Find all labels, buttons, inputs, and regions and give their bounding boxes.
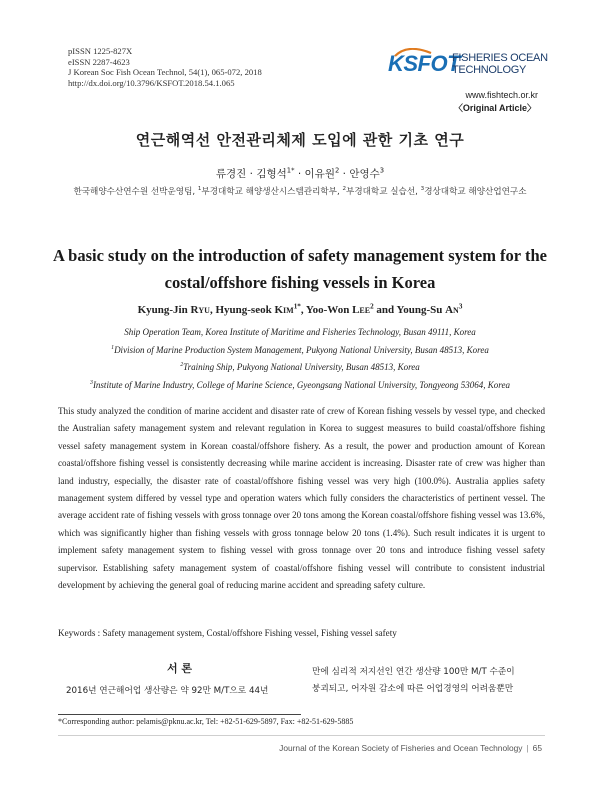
keywords: Keywords : Safety management system, Costal/offshore Fishing vessel, Fishing vessel safety bbox=[58, 628, 397, 638]
affiliation-line: Ship Operation Team, Korea Institute of Maritime and Fisheries Technology, Busan 49111, Korea bbox=[124, 327, 476, 337]
korean-authors: 류경진 · 김형석$^{1*}$ · 이유원$^2$ · 안영수$^3$ bbox=[215, 166, 385, 180]
korean-affiliations: 한국해양수산연수원 선박운영팀, $^1$부경대학교 해양생산시스템관리학부, $^2$부경대학교 실습선, $^3$경상대학교 해양산업연구소 bbox=[73, 186, 527, 197]
section-heading: 서 론 bbox=[166, 662, 193, 675]
intro-text: 붕괴되고, 어자원 감소에 따른 어업경영의 어려움뿐만 bbox=[312, 684, 514, 694]
article-type: 〈Original Article〉 bbox=[453, 103, 536, 113]
intro-right-column bbox=[312, 664, 547, 698]
affiliation-line: $^1$Division of Marine Production System Management, Pukyong National University, Busan 48513, Korea bbox=[111, 344, 489, 355]
author-name: 김형석 bbox=[256, 168, 287, 180]
journal-logo bbox=[388, 44, 548, 86]
page-number: 65 bbox=[532, 743, 542, 753]
intro-text: 만에 심리적 저지선인 연간 생산량 100만 M/T 수준이 bbox=[312, 667, 515, 677]
journal-website[interactable]: www.fishtech.or.kr bbox=[465, 90, 538, 100]
journal-metadata bbox=[68, 46, 262, 88]
intro-text: 2016년 연근해어업 생산량은 약 92만 M/T으로 44년 bbox=[66, 686, 269, 696]
author-name: 류경진 bbox=[215, 168, 247, 180]
logo-mark: KSFOT bbox=[388, 51, 461, 76]
footnote-divider bbox=[58, 714, 301, 715]
eissn: eISSN 2287-4623 bbox=[68, 56, 130, 67]
footer-journal: Journal of the Korean Society of Fisheries and Ocean Technology bbox=[279, 743, 523, 753]
corresponding-author-footnote: *Corresponding author: pelamis@pknu.ac.kr, Tel: +82-51-629-5897, Fax: +82-51-629-5885 bbox=[58, 717, 354, 726]
doi-link[interactable]: http://dx.doi.org/10.3796/KSFOT.2018.54.1.065 bbox=[68, 77, 235, 88]
affiliation-line: $^2$Training Ship, Pukyong National University, Busan 48513, Korea bbox=[180, 362, 420, 372]
logo-journal-name: FISHERIES OCEAN TECHNOLOGY bbox=[452, 52, 548, 76]
footer-divider bbox=[58, 735, 545, 736]
korean-title: 연근해역선 안전관리체제 도입에 관한 기초 연구 bbox=[135, 131, 465, 149]
english-title: A basic study on the introduction of safety management system for the costal/offshore fishing vessels in Korea bbox=[53, 246, 547, 292]
author-name: 이유원 bbox=[304, 168, 335, 180]
english-authors: Kyung-Jin Ryu, Hyung-seok Kim$^{1*}$, Yoo-Won Lee$^2$ and Young-Su An$^3$ bbox=[137, 302, 463, 316]
author-name: 안영수 bbox=[349, 168, 380, 180]
pissn: pISSN 1225-827X bbox=[68, 46, 133, 56]
citation: J Korean Soc Fish Ocean Technol, 54(1), 065-072, 2018 bbox=[68, 67, 262, 78]
english-affiliations bbox=[0, 324, 600, 394]
affiliation-line: $^3$Institute of Marine Industry, College of Marine Science, Gyeongsang National University, Tongyeong 53064, Korea bbox=[90, 379, 510, 390]
abstract: This study analyzed the condition of marine accident and disaster rate of crew of Korean fishing vessels by vessel type, and checked the Australian safety management system and relevant regulation in Korea to suggest measures to build coastal/offshore fishing vessel safety management system in Korean coastal/offshore fishery. As a result, the power and production amount of Korean coastal/offshore fishing vessel is consistently decreasing while marine accident is increasing. Disaster rate of crew was higher than land industry, especially, the disaster rate of coastal/offshore fishing vessel was very high (100.0%). Australia applies safety management system differed by vessel type and operation waters which fully considers the characteristics of pertinent vessel. The average accident rate of fishing vessels with gross tonnage over 20 tons among the Korean coastal/offshore fishing vessel was 13.6%, which was significantly higher than fishing vessels with gross tonnage below 20 tons (1.4%). Such result indicates it is urgent to implement safety management system to fishing vessel with gross tonnage over 20 tons and introduce fishing vessel safety supervisor. Establishing safety management system of coastal/offshore fishing vessel will contribute to consistent industrial development by achieving the general goal of reducing marine accident and spreading safety culture. bbox=[58, 406, 545, 591]
page-footer: Journal of the Korean Society of Fisheries and Ocean Technology | 65 bbox=[279, 743, 542, 753]
intro-left-column bbox=[58, 660, 301, 700]
